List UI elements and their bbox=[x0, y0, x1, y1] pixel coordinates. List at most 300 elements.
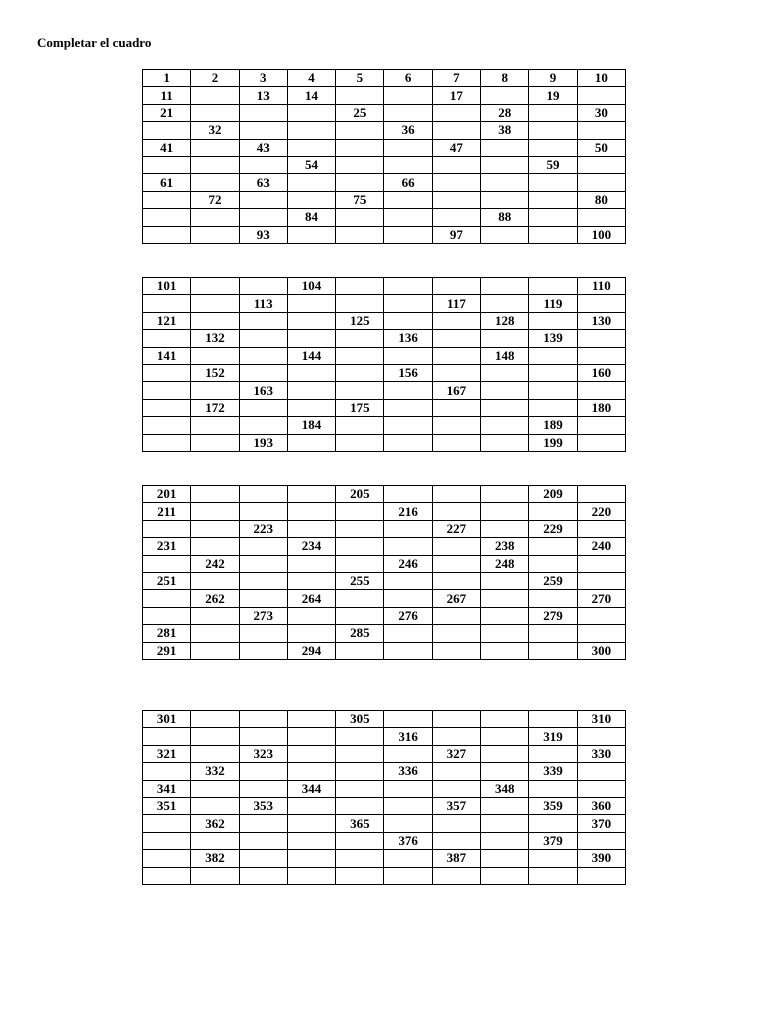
empty-cell bbox=[481, 139, 529, 156]
empty-cell bbox=[481, 625, 529, 642]
number-cell: 357 bbox=[432, 797, 480, 814]
empty-cell bbox=[432, 191, 480, 208]
empty-cell bbox=[191, 797, 239, 814]
empty-cell bbox=[577, 382, 625, 399]
empty-cell bbox=[239, 503, 287, 520]
empty-cell bbox=[239, 572, 287, 589]
number-cell: 344 bbox=[287, 780, 335, 797]
empty-cell bbox=[287, 174, 335, 191]
empty-cell bbox=[336, 780, 384, 797]
empty-cell bbox=[336, 295, 384, 312]
number-cell: 379 bbox=[529, 832, 577, 849]
number-cell: 100 bbox=[577, 226, 625, 243]
empty-cell bbox=[384, 625, 432, 642]
empty-cell bbox=[577, 763, 625, 780]
number-cell: 301 bbox=[143, 711, 191, 728]
empty-cell bbox=[336, 382, 384, 399]
empty-cell bbox=[481, 572, 529, 589]
number-cell: 7 bbox=[432, 70, 480, 87]
empty-cell bbox=[577, 607, 625, 624]
number-cell: 144 bbox=[287, 347, 335, 364]
empty-cell bbox=[191, 87, 239, 104]
empty-cell bbox=[287, 728, 335, 745]
empty-cell bbox=[191, 486, 239, 503]
empty-cell bbox=[432, 607, 480, 624]
number-cell: 242 bbox=[191, 555, 239, 572]
number-cell: 101 bbox=[143, 278, 191, 295]
number-cell: 84 bbox=[287, 209, 335, 226]
empty-cell bbox=[287, 191, 335, 208]
number-cell: 41 bbox=[143, 139, 191, 156]
empty-cell bbox=[287, 226, 335, 243]
empty-cell bbox=[287, 122, 335, 139]
empty-cell bbox=[191, 278, 239, 295]
empty-cell bbox=[287, 520, 335, 537]
empty-cell bbox=[577, 780, 625, 797]
empty-cell bbox=[432, 538, 480, 555]
table-row bbox=[143, 850, 626, 867]
table-row bbox=[143, 503, 626, 520]
empty-cell bbox=[384, 797, 432, 814]
empty-cell bbox=[481, 417, 529, 434]
empty-cell bbox=[191, 867, 239, 884]
empty-cell bbox=[191, 520, 239, 537]
number-cell: 28 bbox=[481, 104, 529, 121]
empty-cell bbox=[336, 745, 384, 762]
number-cell: 223 bbox=[239, 520, 287, 537]
empty-cell bbox=[432, 417, 480, 434]
number-cell: 61 bbox=[143, 174, 191, 191]
empty-cell bbox=[481, 763, 529, 780]
number-cell: 193 bbox=[239, 434, 287, 451]
empty-cell bbox=[191, 745, 239, 762]
empty-cell bbox=[481, 278, 529, 295]
number-cell: 330 bbox=[577, 745, 625, 762]
empty-cell bbox=[529, 364, 577, 381]
empty-cell bbox=[432, 832, 480, 849]
number-cell: 75 bbox=[336, 191, 384, 208]
empty-cell bbox=[432, 711, 480, 728]
empty-cell bbox=[336, 156, 384, 173]
empty-cell bbox=[336, 209, 384, 226]
empty-cell bbox=[384, 226, 432, 243]
number-cell: 88 bbox=[481, 209, 529, 226]
empty-cell bbox=[287, 503, 335, 520]
number-cell: 139 bbox=[529, 330, 577, 347]
number-cell: 13 bbox=[239, 87, 287, 104]
number-cell: 141 bbox=[143, 347, 191, 364]
number-cell: 117 bbox=[432, 295, 480, 312]
empty-cell bbox=[432, 364, 480, 381]
empty-cell bbox=[577, 486, 625, 503]
empty-cell bbox=[336, 417, 384, 434]
number-cell: 248 bbox=[481, 555, 529, 572]
empty-cell bbox=[287, 745, 335, 762]
number-cell: 59 bbox=[529, 156, 577, 173]
number-cell: 172 bbox=[191, 399, 239, 416]
number-cell: 8 bbox=[481, 70, 529, 87]
empty-cell bbox=[239, 867, 287, 884]
table-row bbox=[143, 572, 626, 589]
number-cell: 152 bbox=[191, 364, 239, 381]
empty-cell bbox=[529, 278, 577, 295]
table-row bbox=[143, 642, 626, 659]
empty-cell bbox=[336, 832, 384, 849]
empty-cell bbox=[432, 399, 480, 416]
number-cell: 14 bbox=[287, 87, 335, 104]
empty-cell bbox=[384, 191, 432, 208]
empty-cell bbox=[239, 815, 287, 832]
empty-cell bbox=[287, 867, 335, 884]
number-cell: 365 bbox=[336, 815, 384, 832]
empty-cell bbox=[432, 122, 480, 139]
number-cell: 238 bbox=[481, 538, 529, 555]
empty-cell bbox=[481, 745, 529, 762]
empty-cell bbox=[191, 434, 239, 451]
empty-cell bbox=[529, 867, 577, 884]
table-row bbox=[143, 434, 626, 451]
number-cell: 359 bbox=[529, 797, 577, 814]
empty-cell bbox=[336, 87, 384, 104]
empty-cell bbox=[191, 642, 239, 659]
empty-cell bbox=[143, 156, 191, 173]
empty-cell bbox=[384, 434, 432, 451]
number-cell: 294 bbox=[287, 642, 335, 659]
empty-cell bbox=[239, 780, 287, 797]
empty-cell bbox=[432, 728, 480, 745]
table-row bbox=[143, 399, 626, 416]
empty-cell bbox=[529, 312, 577, 329]
empty-cell bbox=[287, 486, 335, 503]
empty-cell bbox=[432, 434, 480, 451]
empty-cell bbox=[191, 780, 239, 797]
empty-cell bbox=[384, 382, 432, 399]
table-row bbox=[143, 763, 626, 780]
empty-cell bbox=[143, 295, 191, 312]
empty-cell bbox=[384, 780, 432, 797]
table-row bbox=[143, 191, 626, 208]
empty-cell bbox=[239, 486, 287, 503]
table-row bbox=[143, 711, 626, 728]
empty-cell bbox=[481, 295, 529, 312]
empty-cell bbox=[384, 745, 432, 762]
table-row bbox=[143, 417, 626, 434]
number-cell: 251 bbox=[143, 572, 191, 589]
empty-cell bbox=[577, 625, 625, 642]
number-cell: 3 bbox=[239, 70, 287, 87]
empty-cell bbox=[481, 503, 529, 520]
empty-cell bbox=[481, 382, 529, 399]
empty-cell bbox=[577, 417, 625, 434]
number-cell: 113 bbox=[239, 295, 287, 312]
empty-cell bbox=[287, 364, 335, 381]
table-row bbox=[143, 347, 626, 364]
empty-cell bbox=[191, 156, 239, 173]
empty-cell bbox=[336, 520, 384, 537]
number-cell: 240 bbox=[577, 538, 625, 555]
table-row bbox=[143, 122, 626, 139]
empty-cell bbox=[577, 434, 625, 451]
table-row bbox=[143, 104, 626, 121]
empty-cell bbox=[384, 312, 432, 329]
empty-cell bbox=[336, 226, 384, 243]
number-cell: 362 bbox=[191, 815, 239, 832]
empty-cell bbox=[287, 312, 335, 329]
number-cell: 351 bbox=[143, 797, 191, 814]
empty-cell bbox=[143, 832, 191, 849]
empty-cell bbox=[481, 191, 529, 208]
empty-cell bbox=[577, 209, 625, 226]
table-row bbox=[143, 174, 626, 191]
number-cell: 9 bbox=[529, 70, 577, 87]
empty-cell bbox=[191, 139, 239, 156]
number-cell: 50 bbox=[577, 139, 625, 156]
empty-cell bbox=[481, 364, 529, 381]
empty-cell bbox=[143, 191, 191, 208]
empty-cell bbox=[384, 850, 432, 867]
empty-cell bbox=[529, 209, 577, 226]
number-cell: 270 bbox=[577, 590, 625, 607]
number-cell: 353 bbox=[239, 797, 287, 814]
empty-cell bbox=[432, 815, 480, 832]
empty-cell bbox=[191, 538, 239, 555]
number-cell: 128 bbox=[481, 312, 529, 329]
empty-cell bbox=[481, 174, 529, 191]
empty-cell bbox=[239, 555, 287, 572]
number-cell: 281 bbox=[143, 625, 191, 642]
number-cell: 339 bbox=[529, 763, 577, 780]
table-row bbox=[143, 139, 626, 156]
number-cell: 121 bbox=[143, 312, 191, 329]
empty-cell bbox=[191, 174, 239, 191]
page-title: Completar el cuadro bbox=[37, 35, 152, 50]
empty-cell bbox=[529, 590, 577, 607]
number-cell: 205 bbox=[336, 486, 384, 503]
empty-cell bbox=[239, 122, 287, 139]
empty-cell bbox=[577, 520, 625, 537]
number-cell: 300 bbox=[577, 642, 625, 659]
empty-cell bbox=[239, 312, 287, 329]
empty-cell bbox=[287, 832, 335, 849]
empty-cell bbox=[577, 295, 625, 312]
table-row bbox=[143, 867, 626, 884]
number-cell: 227 bbox=[432, 520, 480, 537]
empty-cell bbox=[432, 312, 480, 329]
empty-cell bbox=[143, 815, 191, 832]
empty-cell bbox=[384, 347, 432, 364]
empty-cell bbox=[529, 711, 577, 728]
empty-cell bbox=[384, 642, 432, 659]
table-row bbox=[143, 156, 626, 173]
empty-cell bbox=[239, 590, 287, 607]
empty-cell bbox=[191, 226, 239, 243]
number-cell: 276 bbox=[384, 607, 432, 624]
empty-cell bbox=[432, 174, 480, 191]
empty-cell bbox=[384, 867, 432, 884]
number-cell: 1 bbox=[143, 70, 191, 87]
empty-cell bbox=[336, 503, 384, 520]
empty-cell bbox=[481, 815, 529, 832]
table-row bbox=[143, 745, 626, 762]
empty-cell bbox=[432, 347, 480, 364]
number-cell: 125 bbox=[336, 312, 384, 329]
number-cell: 387 bbox=[432, 850, 480, 867]
number-cell: 262 bbox=[191, 590, 239, 607]
empty-cell bbox=[287, 139, 335, 156]
table-row bbox=[143, 382, 626, 399]
empty-cell bbox=[529, 104, 577, 121]
number-cell: 32 bbox=[191, 122, 239, 139]
empty-cell bbox=[143, 728, 191, 745]
empty-cell bbox=[432, 555, 480, 572]
number-cell: 72 bbox=[191, 191, 239, 208]
number-cell: 390 bbox=[577, 850, 625, 867]
empty-cell bbox=[287, 399, 335, 416]
number-cell: 323 bbox=[239, 745, 287, 762]
empty-cell bbox=[577, 87, 625, 104]
empty-cell bbox=[384, 156, 432, 173]
empty-cell bbox=[577, 347, 625, 364]
empty-cell bbox=[432, 503, 480, 520]
number-cell: 211 bbox=[143, 503, 191, 520]
empty-cell bbox=[432, 625, 480, 642]
empty-cell bbox=[239, 625, 287, 642]
empty-cell bbox=[384, 538, 432, 555]
empty-cell bbox=[577, 728, 625, 745]
empty-cell bbox=[191, 572, 239, 589]
empty-cell bbox=[239, 538, 287, 555]
empty-cell bbox=[384, 209, 432, 226]
empty-cell bbox=[529, 347, 577, 364]
empty-cell bbox=[143, 382, 191, 399]
empty-cell bbox=[432, 156, 480, 173]
empty-cell bbox=[143, 520, 191, 537]
empty-cell bbox=[577, 174, 625, 191]
empty-cell bbox=[481, 832, 529, 849]
number-cell: 189 bbox=[529, 417, 577, 434]
number-grid-4 bbox=[142, 710, 626, 885]
number-cell: 216 bbox=[384, 503, 432, 520]
empty-cell bbox=[143, 850, 191, 867]
number-cell: 180 bbox=[577, 399, 625, 416]
table-row bbox=[143, 312, 626, 329]
empty-cell bbox=[481, 87, 529, 104]
table-row bbox=[143, 832, 626, 849]
table-row bbox=[143, 625, 626, 642]
number-cell: 316 bbox=[384, 728, 432, 745]
empty-cell bbox=[143, 364, 191, 381]
number-cell: 132 bbox=[191, 330, 239, 347]
number-cell: 341 bbox=[143, 780, 191, 797]
empty-cell bbox=[529, 625, 577, 642]
empty-cell bbox=[481, 867, 529, 884]
empty-cell bbox=[384, 278, 432, 295]
number-cell: 348 bbox=[481, 780, 529, 797]
empty-cell bbox=[529, 538, 577, 555]
empty-cell bbox=[287, 625, 335, 642]
empty-cell bbox=[481, 711, 529, 728]
empty-cell bbox=[384, 572, 432, 589]
number-cell: 246 bbox=[384, 555, 432, 572]
number-cell: 175 bbox=[336, 399, 384, 416]
empty-cell bbox=[143, 555, 191, 572]
number-cell: 160 bbox=[577, 364, 625, 381]
empty-cell bbox=[384, 815, 432, 832]
empty-cell bbox=[529, 745, 577, 762]
number-cell: 264 bbox=[287, 590, 335, 607]
empty-cell bbox=[336, 122, 384, 139]
empty-cell bbox=[481, 226, 529, 243]
empty-cell bbox=[384, 295, 432, 312]
empty-cell bbox=[481, 590, 529, 607]
empty-cell bbox=[287, 763, 335, 780]
empty-cell bbox=[239, 642, 287, 659]
empty-cell bbox=[287, 711, 335, 728]
empty-cell bbox=[481, 797, 529, 814]
number-cell: 11 bbox=[143, 87, 191, 104]
empty-cell bbox=[143, 209, 191, 226]
empty-cell bbox=[336, 347, 384, 364]
number-grid-2 bbox=[142, 277, 626, 452]
number-cell: 104 bbox=[287, 278, 335, 295]
table-row bbox=[143, 555, 626, 572]
empty-cell bbox=[384, 87, 432, 104]
number-cell: 156 bbox=[384, 364, 432, 381]
number-cell: 336 bbox=[384, 763, 432, 780]
empty-cell bbox=[529, 642, 577, 659]
empty-cell bbox=[336, 174, 384, 191]
empty-cell bbox=[239, 832, 287, 849]
empty-cell bbox=[577, 867, 625, 884]
empty-cell bbox=[577, 156, 625, 173]
empty-cell bbox=[239, 728, 287, 745]
empty-cell bbox=[432, 486, 480, 503]
empty-cell bbox=[143, 399, 191, 416]
empty-cell bbox=[336, 139, 384, 156]
number-cell: 5 bbox=[336, 70, 384, 87]
number-cell: 19 bbox=[529, 87, 577, 104]
number-cell: 136 bbox=[384, 330, 432, 347]
number-cell: 184 bbox=[287, 417, 335, 434]
number-cell: 231 bbox=[143, 538, 191, 555]
empty-cell bbox=[432, 867, 480, 884]
empty-cell bbox=[287, 382, 335, 399]
number-cell: 199 bbox=[529, 434, 577, 451]
empty-cell bbox=[191, 728, 239, 745]
table-row bbox=[143, 590, 626, 607]
empty-cell bbox=[529, 226, 577, 243]
empty-cell bbox=[191, 711, 239, 728]
empty-cell bbox=[481, 330, 529, 347]
empty-cell bbox=[191, 607, 239, 624]
empty-cell bbox=[191, 625, 239, 642]
number-cell: 310 bbox=[577, 711, 625, 728]
empty-cell bbox=[336, 364, 384, 381]
table-row bbox=[143, 209, 626, 226]
number-cell: 36 bbox=[384, 122, 432, 139]
number-cell: 4 bbox=[287, 70, 335, 87]
empty-cell bbox=[384, 399, 432, 416]
empty-cell bbox=[143, 330, 191, 347]
empty-cell bbox=[287, 555, 335, 572]
empty-cell bbox=[336, 850, 384, 867]
empty-cell bbox=[287, 104, 335, 121]
number-cell: 6 bbox=[384, 70, 432, 87]
number-cell: 234 bbox=[287, 538, 335, 555]
number-cell: 259 bbox=[529, 572, 577, 589]
number-cell: 382 bbox=[191, 850, 239, 867]
empty-cell bbox=[481, 728, 529, 745]
